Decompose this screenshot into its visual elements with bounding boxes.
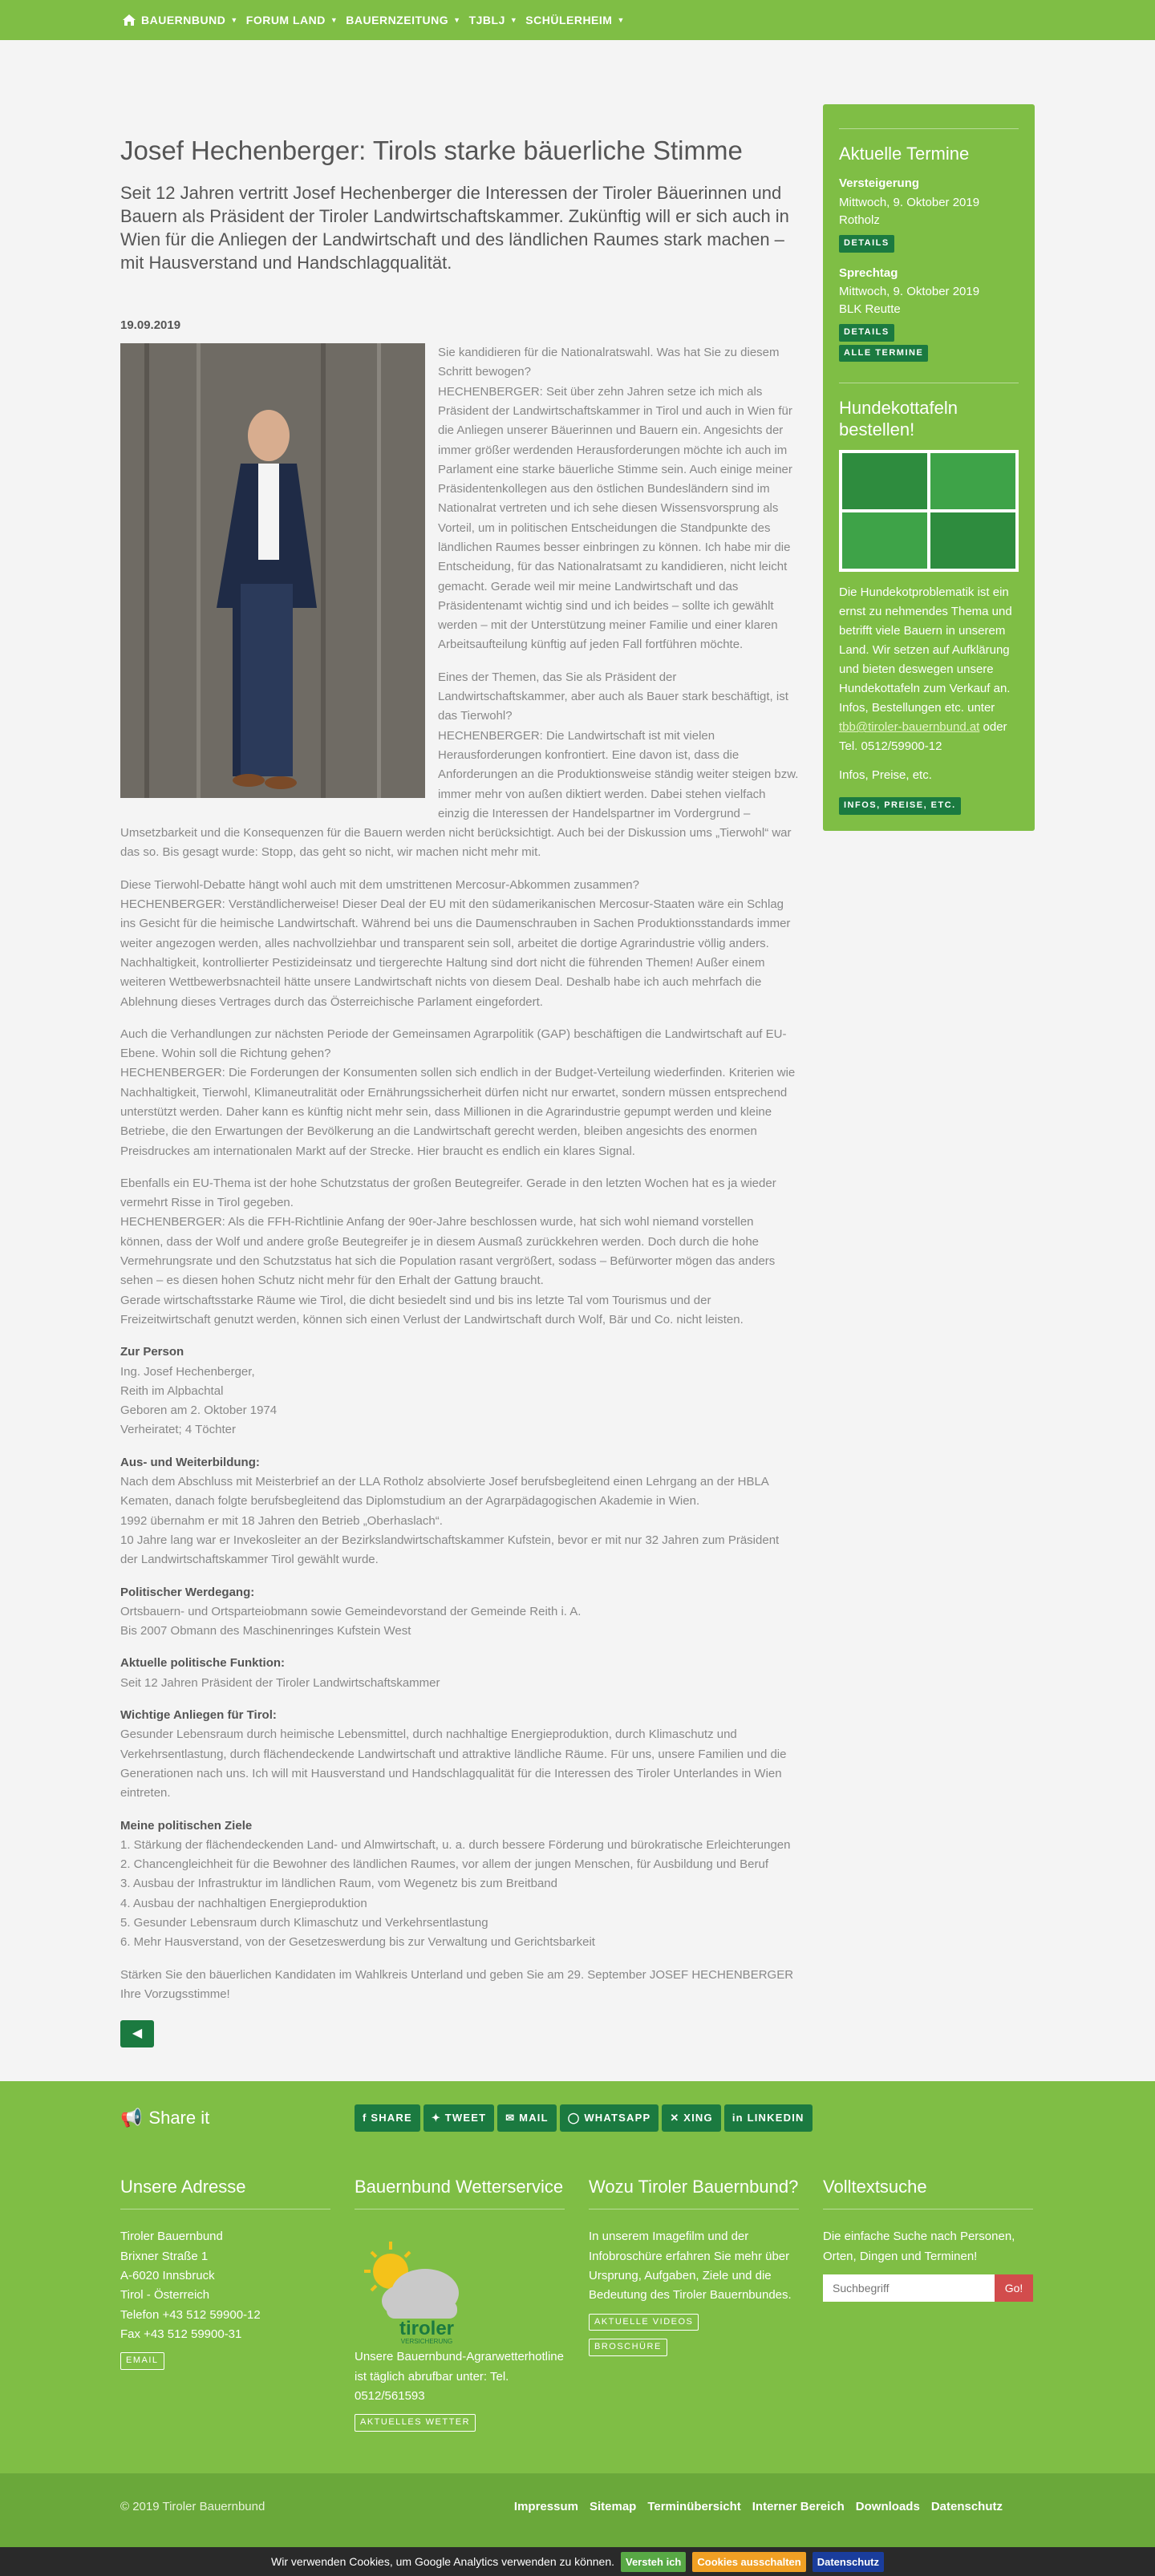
back-button[interactable] — [120, 2020, 154, 2047]
details-button[interactable]: DETAILS — [839, 324, 894, 342]
bottom-bar — [0, 2473, 1155, 2547]
all-termine-button[interactable]: ALLE TERMINE — [839, 345, 928, 363]
article-title: Josef Hechenberger: Tirols starke bäuerliche Stimme — [120, 136, 743, 165]
cookie-privacy-button[interactable]: Datenschutz — [813, 2552, 884, 2572]
info-block-career: Politischer Werdegang: Ortsbauern- und Ortsparteiobmann sowie Gemeindevorstand der Gemeinde Reith i. A. Bis 2007 Obmann des Maschinenringes Kufstein West — [120, 1585, 582, 1638]
chevron-down-icon: ▼ — [509, 15, 518, 24]
infos-button[interactable]: INFOS, PREISE, ETC. — [839, 797, 961, 815]
article-lead: Seit 12 Jahren vertritt Josef Hechenberger die Interessen der Tiroler Bäuerinnen und Bauern als Präsident der Tiroler Landwirtschaftskammer. Zukünftig will er sich auch in Wien für die Anliegen der Landwirtschaft und des ländlichen Raumes stark machen – mit Hausverstand und Handschlagqualität. — [120, 182, 789, 273]
details-button[interactable]: DETAILS — [839, 235, 894, 253]
article-paragraph: Ebenfalls ein EU-Thema ist der hohe Schutzstatus der großen Beutegreifer. Gerade in den letzten Wochen hat es ja wieder vermehrt Risse in Tirol gegeben. HECHENBERGER: Als die FFH-Richtlinie Anfang der 90er-Jahre beschlossen wurde, hat sich wohl niemand vorstellen können, dass der Wolf und andere große Beutegreifer je in diesem Ausmaß zurückkehren werden. Doch durch die hohe Vermehrungsrate und den Schutzstatus hat sich die Population rasant vergrößert, sodass – Befürworter mögen das anders sehen – es diesen hohen Schutz nicht mehr für den Erhalt der Gattung braucht. Gerade wirtschaftsstarke Räume wie Tirol, die dicht besiedelt sind und bis ins letzte Tal vom Tourismus und der Freizeitwirtschaft genutzt werden, können sich einen Verlust der Landwirtschaft durch Wolf, Bär und Co. nicht leisten. — [120, 1176, 776, 1326]
chevron-down-icon: ▼ — [453, 15, 461, 24]
article-closing: Stärken Sie den bäuerlichen Kandidaten im Wahlkreis Unterland und geben Sie am 29. September JOSEF HECHENBERGER Ihre Vorzugsstimme! — [120, 1967, 794, 2001]
hundekot-poster-image[interactable] — [839, 450, 1019, 572]
search-go-button[interactable]: Go! — [995, 2274, 1033, 2302]
cookie-accept-button[interactable]: Versteh ich — [621, 2552, 686, 2572]
portrait-photo — [120, 343, 425, 798]
sidebar-box — [823, 104, 1035, 831]
footer-weather: Bauernbund Wetterservice tiroler VERSICHERUNG Unsere Bauernbund-Agrarwetterhotline ist täglich abrufbar unter: Tel. 0512/561593 AKTUELLES WETTER — [355, 2173, 565, 2432]
termin-item: Versteigerung Mittwoch, 9. Oktober 2019 Rotholz DETAILS — [839, 174, 1019, 263]
article-paragraph: Sie kandidieren für die Nationalratswahl. Was hat Sie zu diesem Schritt bewogen? HECHENBERGER: Seit über zehn Jahren setze ich mich als Präsident der Landwirtschaftskammer in Tirol und auch in Wien für die Anliegen unserer Bäuerinnen und Bauern ein. Angesichts der immer größer werdenden Herausforderungen möchte ich auch im Parlament eine starke bäuerliche Stimme sein. Auch einige meiner Präsidentenkollegen aus den östlichen Bundesländern sind im Nationalrat vertreten und ich sehe diesen Wissensvorsprung als Vorteil, um in politischen Entscheidungen die Standpunkte des ländlichen Raumes besser einbringen zu können. Ich habe mir die Entscheidung, für das Nationalratsamt zu kandidieren, nicht leicht gemacht. Gerade weil mir meine Landwirtschaft und das Präsidentenamt wichtig sind und ich beides – sollte ich gewählt werden – mit der Unterstützung meiner Familie und einer klaren Arbeitsaufteilung künftig auf jeden Fall fortführen möchte. — [438, 346, 792, 652]
sidebar — [823, 64, 1035, 2081]
share-whatsapp-button[interactable]: ◯ WHATSAPP — [560, 2104, 659, 2131]
hundekot-text: Die Hundekotproblematik ist ein ernst zu nehmendes Thema und betrifft viele Bauern in unserem Land. Wir setzen auf Aufklärung und bieten deswegen unsere Hundekottafeln zum Verkauf an. Infos, Bestellungen etc. unter tbb@tiroler-bauernbund.at oder Tel. 0512/59900-12 — [839, 585, 1012, 754]
footer-link-intern[interactable]: Interner Bereich — [752, 2499, 845, 2513]
footer — [0, 2081, 1155, 2547]
termine-title: Aktuelle Termine — [839, 144, 970, 164]
brochure-button[interactable]: BROSCHÜRE — [589, 2339, 667, 2356]
article — [120, 64, 799, 2081]
cookie-text: Wir verwenden Cookies, um Google Analytics verwenden zu können. — [271, 2554, 614, 2568]
weather-button[interactable]: AKTUELLES WETTER — [355, 2414, 476, 2432]
nav-item-bauernzeitung[interactable]: BAUERNZEITUNG ▼ — [346, 13, 461, 26]
weather-cloud-sun-icon[interactable] — [355, 2227, 475, 2347]
nav-item-tjblj[interactable]: TJBLJ ▼ — [468, 13, 518, 26]
chevron-down-icon: ▼ — [230, 15, 238, 24]
svg-text:tiroler: tiroler — [399, 2318, 455, 2340]
nav-item-bauernbund[interactable]: BAUERNBUND ▼ — [141, 13, 238, 26]
top-navbar — [0, 0, 1155, 40]
svg-text:VERSICHERUNG: VERSICHERUNG — [400, 2338, 453, 2346]
cookie-disable-button[interactable]: Cookies ausschalten — [692, 2552, 805, 2572]
search-input[interactable] — [823, 2274, 995, 2302]
article-paragraph: Auch die Verhandlungen zur nächsten Periode der Gemeinsamen Agrarpolitik (GAP) beschäftigen die Landwirtschaft auf EU-Ebene. Wohin soll die Richtung gehen? HECHENBERGER: Die Forderungen der Konsumenten sollen sich endlich in der Budget-Verteilung wiederfinden. Kriterien wie Nachhaltigkeit, Tierwohl, Klimaneutralität oder Ernährungssicherheit dürfen nicht nur erwartet, sondern müssen entsprechend unterstützt werden. Daher kann es künftig nicht mehr sein, dass Millionen in die Agrarindustrie gepumpt werden und kleine Betriebe, die den Erwartungen der Bevölkerung an die Landwirtschaft gerecht werden, bleiben angesichts des enormen Preisdruckes am internationalen Markt auf der Strecke. Hier braucht es endlich ein klares Signal. — [120, 1027, 796, 1158]
footer-search: Volltextsuche Die einfache Suche nach Personen, Orten, Dingen und Terminen! Suchbegriff Go! — [823, 2173, 1033, 2432]
footer-link-sitemap[interactable]: Sitemap — [589, 2499, 637, 2513]
share-mail-button[interactable]: ✉ MAIL — [497, 2104, 556, 2131]
footer-link-datenschutz[interactable]: Datenschutz — [930, 2499, 1003, 2513]
footer-about: Wozu Tiroler Bauernbund? In unserem Imagefilm und der Infobroschüre erfahren Sie mehr über Ursprung, Aufgaben, Ziele und die Bedeutung des Tiroler Bauernbundes. AKTUELLE VIDEOS BROSCHÜRE — [589, 2173, 799, 2432]
email-link[interactable]: tbb@tiroler-bauernbund.at — [839, 720, 980, 735]
termin-item: Sprechtag Mittwoch, 9. Oktober 2019 BLK Reutte DETAILS — [839, 264, 1019, 342]
share-bar — [120, 2081, 1035, 2173]
nav-item-schuelerheim[interactable]: SCHÜLERHEIM ▼ — [525, 13, 625, 26]
megaphone-icon: 📢 — [120, 2108, 143, 2128]
share-title: Share it — [148, 2108, 210, 2128]
info-block-concerns: Wichtige Anliegen für Tirol: Gesunder Lebensraum durch heimische Lebensmittel, durch nachhaltige Energieproduktion, durch Klimaschutz und Verkehrsentlastung, durch flächendeckende Landwirtschaft und attraktive ländliche Räume. Für uns, unsere Familien und die Generationen nach uns. Ich will mit Hausverstand und Handschlagqualität für die Interessen des Tiroler Unterlandes in Wien eintreten. — [120, 1708, 787, 1800]
copyright: © 2019 Tiroler Bauernbund — [120, 2499, 265, 2513]
email-button[interactable]: EMAIL — [120, 2352, 164, 2370]
share-linkedin-button[interactable]: in LINKEDIN — [724, 2104, 813, 2131]
share-facebook-button[interactable]: f SHARE — [355, 2104, 420, 2131]
divider — [839, 128, 1019, 129]
footer-link-downloads[interactable]: Downloads — [855, 2499, 920, 2513]
info-block-education: Aus- und Weiterbildung: Nach dem Abschluss mit Meisterbrief an der LLA Rotholz absolvierte Josef berufsbegleitend einen Lehrgang an der HBLA Kematen, danach folgte berufsbegleitend das Diplomstudium an der Agrarpädagogischen Akademie in Wien. 1992 übernahm er mit 18 Jahren den Betrieb „Oberhaslach“. 10 Jahre lang war er Invekosleiter an der Bezirkslandwirtschaftskammer Kufstein, bevor er mit nur 32 Jahren zum Präsident der Landwirtschaftskammer Tirol gewählt wurde. — [120, 1455, 780, 1567]
info-block-goals: Meine politischen Ziele 1. Stärkung der flächendeckenden Land- und Almwirtschaft, u. a. durch bessere Förderung und bürokratische Erleichterungen 2. Chancengleichheit für die Bewohner des ländlichen Raumes, vor allem der jungen Menschen, für Ausbildung und Beruf 3. Ausbau der Infrastruktur im ländlichen Raum, vom Wegenetz bis zum Breitband 4. Ausbau der nachhaltigen Energieproduktion 5. Gesunder Lebensraum durch Klimaschutz und Verkehrsentlastung 6. Mehr Hausverstand, von der Gesetzeswerdung bis zur Verwaltung und Gerichtsbarkeit — [120, 1818, 791, 1950]
article-body — [120, 343, 799, 2004]
footer-link-termine[interactable]: Terminübersicht — [647, 2499, 741, 2513]
nav-item-forum-land[interactable]: FORUM LAND ▼ — [245, 13, 338, 26]
chevron-left-icon: ◀ — [132, 2027, 143, 2041]
footer-link-impressum[interactable]: Impressum — [513, 2499, 578, 2513]
article-paragraph: Eines der Themen, das Sie als Präsident der Landwirtschaftskammer, aber auch als Bauer stark beschäftigt, ist das Tierwohl? HECHENBERGER: Die Landwirtschaft ist mit vielen Herausforderungen konfrontiert. Eine davon ist, dass die Anforderungen an die Produktionsweise ständig weiter steigen bzw. immer mehr von außen diktiert werden. Dabei stehen vielfach einzig die Interessen der Handelspartner im Vordergrund – Umsetzbarkeit und die Konsequenzen für die Bauern werden nicht berücksichtigt. Auch bei der Diskussion ums „Tierwohl“ war das so. Bis gesagt wurde: Stopp, das geht so nicht, wir machen nicht mehr mit. — [120, 670, 799, 860]
article-paragraph: Diese Tierwohl-Debatte hängt wohl auch mit dem umstrittenen Mercosur-Abkommen zusammen? HECHENBERGER: Verständlicherweise! Dieser Deal der EU mit den südamerikanischen Mercosur-Staaten wäre ein Schlag ins Gesicht für die heimische Landwirtschaft. Während bei uns die Daumenschrauben in Sachen Produktionsstandards immer weiter angezogen werden, alles nachvollziehbar und transparent sein soll, arbeitet die dortige Agrarindustrie völlig anders. Nachhaltigkeit, kontrollierter Pestizideinsatz und tiergerechte Haltung sind dort nicht die führenden Themen! Außer einem weiteren Wettbewerbsnachteil hätte unsere Landwirtschaft nichts von diesem Deal. Deshalb habe ich auch mehrfach die Ablehnung dieses Vertrages durch das Österreichische Parlament eingefordert. — [120, 877, 791, 1009]
videos-button[interactable]: AKTUELLE VIDEOS — [589, 2314, 699, 2331]
chevron-down-icon: ▼ — [617, 15, 625, 24]
share-xing-button[interactable]: ✕ XING — [662, 2104, 721, 2131]
footer-address: Unsere Adresse Tiroler Bauernbund Brixner Straße 1 A-6020 Innsbruck Tirol - Österreich Telefon +43 512 59900-12 Fax +43 512 59900-31 EMAIL — [120, 2173, 330, 2432]
share-twitter-button[interactable]: ✦ TWEET — [424, 2104, 494, 2131]
hundekot-title: Hundekottafeln bestellen! — [839, 398, 958, 439]
info-block-person: Zur Person Ing. Josef Hechenberger, Reith im Alpbachtal Geboren am 2. Oktober 1974 Verheiratet; 4 Töchter — [120, 1345, 278, 1437]
cookie-banner — [0, 2547, 1155, 2576]
chevron-down-icon: ▼ — [330, 15, 338, 24]
home-icon[interactable] — [122, 14, 136, 26]
article-date: 19.09.2019 — [120, 318, 181, 332]
hundekot-infos: Infos, Preise, etc. — [839, 768, 932, 783]
info-block-function: Aktuelle politische Funktion: Seit 12 Jahren Präsident der Tiroler Landwirtschaftskammer — [120, 1656, 440, 1690]
